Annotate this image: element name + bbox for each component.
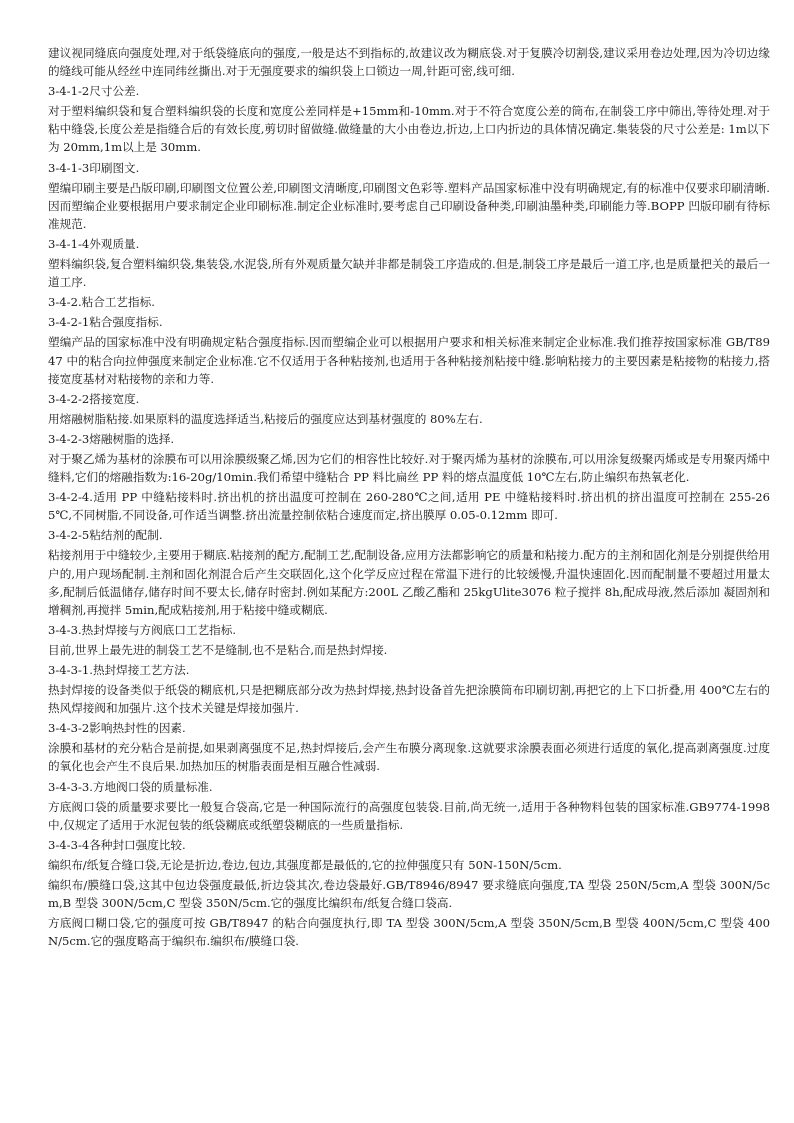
paragraph: 涂膜和基材的充分粘合是前提,如果剥离强度不足,热封焊接后,会产生布膜分离现象.这就要求涂膜表面必须进行适度的氧化,提高剥离强度.过度的氧化也会产生不良后果.加热加压的树脂表面是相互融合性减弱. [48, 741, 770, 774]
document-body [48, 44, 770, 952]
section-heading: 3-4-2-3熔融树脂的选择. [48, 431, 175, 446]
paragraph: 编织布/膜缝口袋,这其中包边袋强度最低,折边袋其次,卷边袋最好.GB/T8946/8947 要求缝底向强度,TA 型袋 250N/5cm,A 型袋 300N/5cm,B 型袋 300N/5cm,C 型袋 350N/5cm.它的强度比编织布/纸复合缝口袋高. [48, 878, 770, 911]
paragraph: 方底阀口袋的质量要求要比一般复合袋高,它是一种国际流行的高强度包装袋.目前,尚无统一,适用于各种物料包装的国家标准.GB9774-1998 中,仅规定了适用于水泥包装的纸袋糊底或纸塑袋糊底的一些质量指标. [48, 799, 770, 832]
paragraph: 方底阀口糊口袋,它的强度可按 GB/T8947 的粘合向强度执行,即 TA 型袋 300N/5cm,A 型袋 350N/5cm,B 型袋 400N/5cm,C 型袋 400N/5cm.它的强度略高于编织布.编织布/膜缝口袋. [48, 916, 770, 949]
paragraph: 热封焊接的设备类似于纸袋的糊底机,只是把糊底部分改为热封焊接,热封设备首先把涂膜筒布印刷切割,再把它的上下口折叠,用 400℃左右的热风焊接阀和加强片.这个技术关键是焊接加强片. [48, 683, 770, 716]
paragraph: 对于聚乙烯为基材的涂膜布可以用涂膜级聚乙烯,因为它们的相容性比较好.对于聚丙烯为基材的涂膜布,可以用涂复级聚丙烯或是专用聚丙烯中缝料,它们的熔融指数为:16-20g/10min.我们希望中缝粘合 PP 料比扁丝 PP 料的熔点温度低 10℃左右,防止编织布热氧老化. [48, 451, 770, 485]
section-heading: 3-4-2-5粘结剂的配制. [48, 528, 163, 543]
section-heading: 3-4-3-1.热封焊接工艺方法. [48, 663, 190, 677]
paragraph: 对于塑料编织袋和复合塑料编织袋的长度和宽度公差同样是+15mm和-10mm.对于不符合宽度公差的筒布,在制袋工序中筛出,等待处理.对于粘中缝袋,长度公差是指缝合后的有效长度,剪切时留做缝.做缝量的大小由卷边,折边,上口内折边的具体情况确定.集装袋的尺寸公差是: 1m以下为 20mm,1m以上是 30mm. [48, 104, 770, 155]
section-heading: 3-4-1-2尺寸公差. [48, 84, 140, 99]
paragraph: 用熔融树脂粘接.如果原料的温度选择适当,粘接后的强度应达到基材强度的 80%左右. [48, 411, 483, 426]
section-heading: 3-4-2-2搭接宽度. [48, 391, 140, 406]
paragraph: 塑编印刷主要是凸版印刷,印刷图文位置公差,印刷图文清晰度,印刷图文色彩等.塑料产品国家标准中没有明确规定,有的标准中仅要求印刷清晰.因而塑编企业要根据用户要求制定企业印刷标准.制定企业标准时,要考虑自己印刷设备种类,印刷油墨种类,印刷能力等.BOPP 凹版印刷有待标准规范. [48, 180, 770, 231]
section-heading: 3-4-2-1粘合强度指标. [48, 315, 163, 330]
paragraph: 编织布/纸复合缝口袋,无论是折边,卷边,包边,其强度都是最低的,它的拉伸强度只有 50N-150N/5cm. [48, 857, 562, 872]
section-heading: 3-4-3-4各种封口强度比较. [48, 837, 186, 852]
section-heading: 3-4-3.热封焊接与方阀底口工艺指标. [48, 622, 237, 637]
paragraph: 建议视同缝底向强度处理,对于纸袋缝底向的强度,一般是达不到指标的,故建议改为糊底袋.对于复膜冷切割袋,建议采用卷边处理,因为冷切边缘的缝线可能从经丝中连同纬丝撕出.对于无强度要求的编织袋上口锁边一周,针距可密,线可细. [48, 46, 770, 79]
section-heading: 3-4-1-3印刷图文. [48, 160, 140, 175]
paragraph: 塑料编织袋,复合塑料编织袋,集装袋,水泥袋,所有外观质量欠缺并非都是制袋工序造成的.但是,制袋工序是最后一道工序,也是质量把关的最后一道工序. [48, 257, 770, 290]
paragraph: 3-4-2-4.适用 PP 中缝粘接料时.挤出机的挤出温度可控制在 260-280℃之间,适用 PE 中缝粘接料时.挤出机的挤出温度可控制在 255-265℃,不同树脂,不同设备,可作适当调整.挤出流量控制依粘合速度而定,挤出膜厚 0.05-0.12mm 即可. [48, 490, 770, 523]
section-heading: 3-4-3-2影响热封性的因素. [48, 721, 186, 736]
paragraph: 粘接剂用于中缝较少,主要用于糊底.粘接剂的配方,配制工艺,配制设备,应用方法都影响它的质量和粘接力.配方的主剂和固化剂是分别提供给用户的,用户现场配制.主剂和固化剂混合后产生交联固化,这个化学反应过程在常温下进行的比较缓慢,升温快速固化.因而配制量不要超过用量太多,配制后低温储存,储存时间不要太长,储存时密封.例如某配方:200L 乙酸乙酯和 25kgUlite3076 粒子搅拌 8h,配成母液,然后添加 凝固剂和增稠剂,再搅拌 5min,配成粘接剂,用于粘接中缝或糊底. [48, 548, 770, 617]
paragraph: 目前,世界上最先进的制袋工艺不是缝制,也不是粘合,而是热封焊接. [48, 642, 388, 657]
paragraph: 塑编产品的国家标准中没有明确规定粘合强度指标.因而塑编企业可以根据用户要求和相关标准来制定企业标准.我们推荐按国家标准 GB/T8947 中的粘合向拉伸强度来制定企业标准.它不仅适用于各种粘接剂,也适用于各种粘接剂粘接中缝.影响粘接力的主要因素是粘接物的粘接力,搭接宽度基材对粘接物的亲和力等. [48, 335, 770, 386]
section-heading: 3-4-1-4外观质量. [48, 236, 140, 251]
section-heading: 3-4-2.粘合工艺指标. [48, 295, 155, 310]
section-heading: 3-4-3-3.方地阀口袋的质量标准. [48, 779, 213, 794]
